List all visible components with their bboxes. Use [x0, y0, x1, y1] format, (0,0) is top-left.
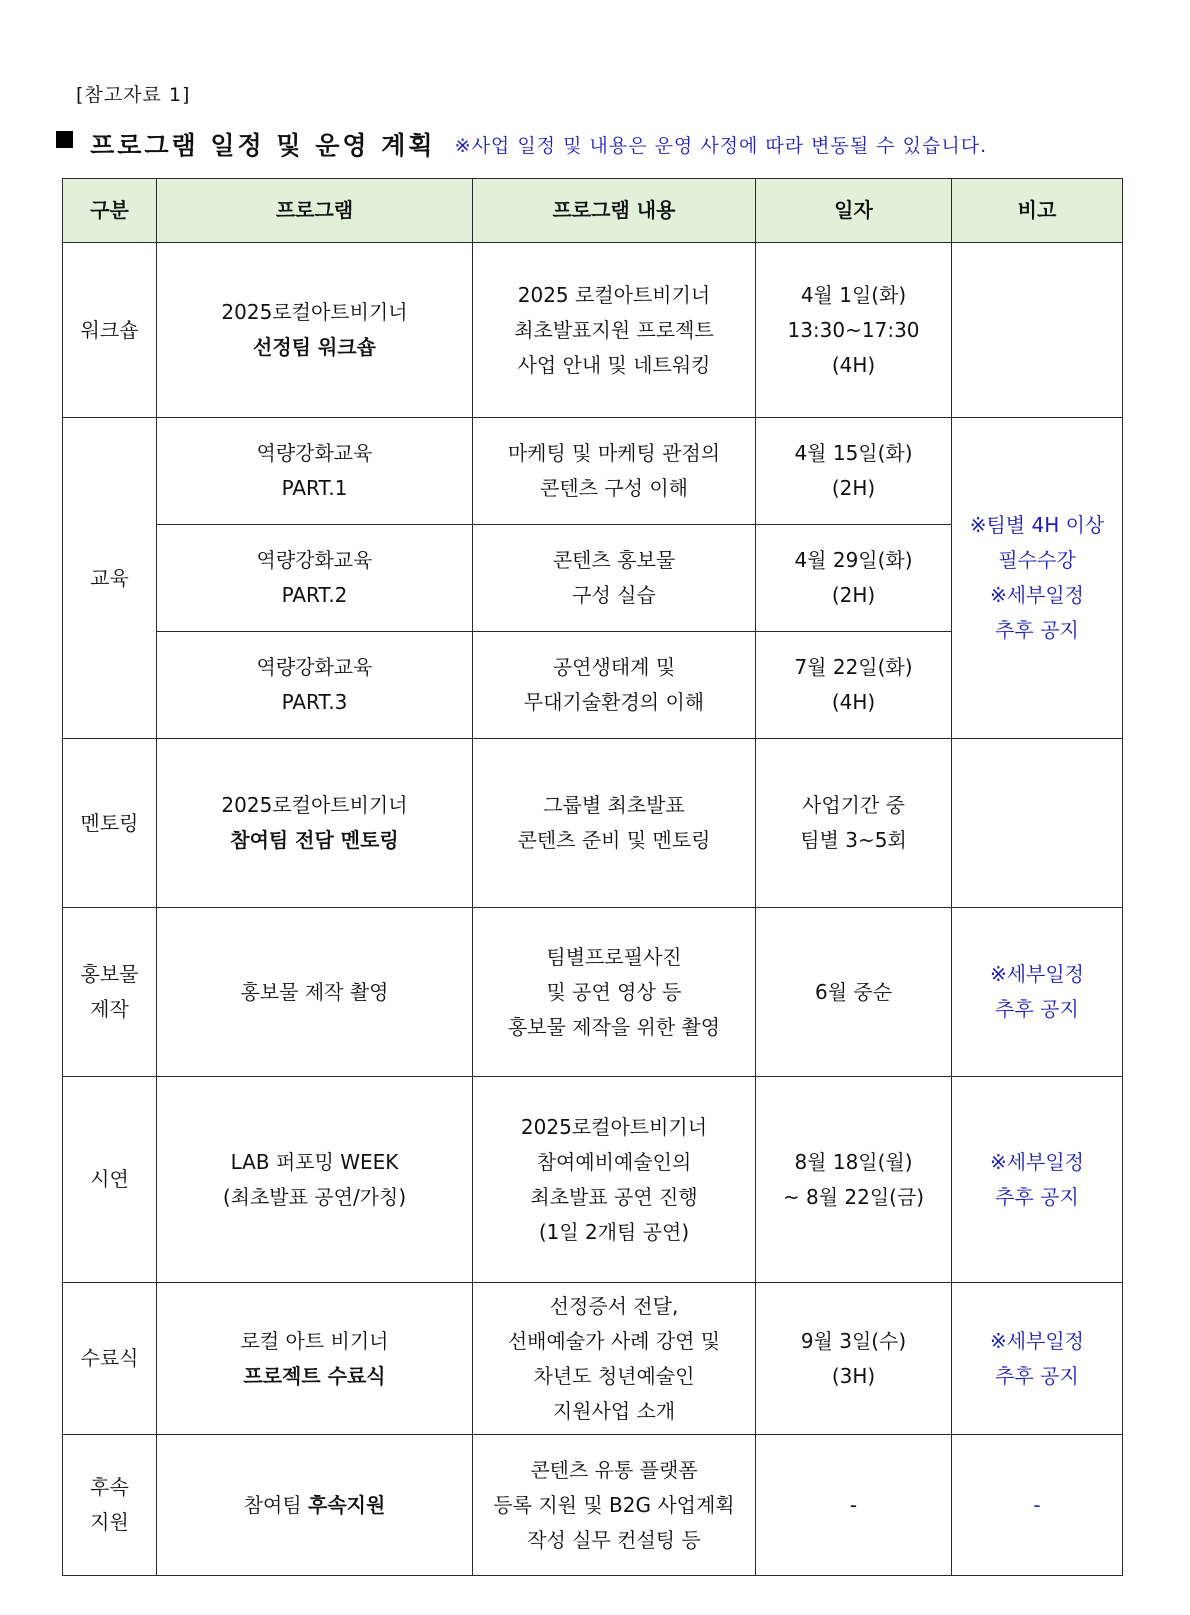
program-cell [157, 1077, 473, 1283]
header-program: 프로그램 [157, 179, 473, 243]
remark-cell [952, 1077, 1123, 1283]
date-cell: - [756, 1435, 952, 1576]
schedule-change-note: ※사업 일정 및 내용은 운영 사정에 따라 변동될 수 있습니다. [454, 134, 988, 157]
remark-cell [952, 243, 1123, 418]
content-line: 참여예비예술인의 [536, 1149, 692, 1174]
program-cell [157, 525, 473, 632]
category-line: 제작 [90, 997, 129, 1021]
program-bold: 후속지원 [308, 1492, 386, 1517]
category-cell: 교육 [63, 418, 157, 739]
content-line: 구성 실습 [572, 583, 656, 607]
date-cell [756, 1077, 952, 1283]
category-cell: 시연 [63, 1077, 157, 1283]
content-line: 및 공연 영상 등 [546, 979, 682, 1004]
remark-line: ※세부일정 [989, 1149, 1085, 1174]
date-line: 사업기간 중 [802, 793, 905, 817]
date-line: (2H) [831, 583, 876, 607]
category-cell [63, 908, 157, 1077]
table-row-promo [63, 908, 1123, 1077]
remark-cell [952, 739, 1123, 908]
date-cell [756, 632, 952, 739]
content-cell [473, 525, 756, 632]
date-line: (4H) [831, 690, 876, 714]
program-line: PART.1 [281, 476, 348, 500]
content-line: 마케팅 및 마케팅 관점의 [507, 441, 721, 465]
content-line: 작성 실무 컨설팅 등 [527, 1527, 701, 1552]
program-line: 역량강화교육 [256, 441, 373, 465]
date-line: 팀별 3~5회 [800, 828, 907, 852]
header-program-content: 프로그램 내용 [473, 179, 756, 243]
content-cell [473, 1077, 756, 1283]
remark-line: 필수수강 [998, 548, 1076, 572]
remark-cell: - [952, 1435, 1123, 1576]
remark-line: ※세부일정 [989, 1328, 1085, 1353]
date-cell [756, 739, 952, 908]
program-cell [157, 243, 473, 418]
program-line: LAB 퍼포밍 WEEK [230, 1149, 399, 1174]
content-line: 등록 지원 및 B2G 사업계획 [493, 1492, 735, 1517]
program-line: 2025로컬아트비기너 [221, 300, 408, 324]
content-cell [473, 908, 756, 1077]
table-row-followup [63, 1435, 1123, 1576]
content-cell [473, 739, 756, 908]
content-cell [473, 243, 756, 418]
program-line-bold: 프로젝트 수료식 [243, 1363, 386, 1388]
category-line: 지원 [90, 1510, 129, 1534]
program-cell [157, 632, 473, 739]
program-cell: 홍보물 제작 촬영 [157, 908, 473, 1077]
remark-line: ※팀별 4H 이상 [969, 513, 1105, 537]
reference-label: [참고자료 1] [76, 84, 191, 106]
content-line: 콘텐츠 유통 플랫폼 [530, 1457, 698, 1482]
category-cell: 워크숍 [63, 243, 157, 418]
content-line: 팀별프로필사진 [546, 944, 682, 969]
program-line: 2025로컬아트비기너 [221, 793, 408, 817]
date-cell [756, 243, 952, 418]
program-cell [157, 1435, 473, 1576]
content-line: 콘텐츠 구성 이해 [540, 476, 688, 500]
content-line: 선배예술가 사례 강연 및 [507, 1328, 721, 1353]
date-line: 8월 18일(월) [794, 1149, 913, 1174]
program-line: 역량강화교육 [256, 655, 373, 679]
content-line: 무대기술환경의 이해 [523, 690, 705, 714]
date-line: (3H) [831, 1363, 876, 1388]
content-line: 콘텐츠 홍보물 [552, 548, 676, 572]
content-line: 사업 안내 및 네트워킹 [517, 352, 711, 377]
date-line: (4H) [831, 352, 876, 377]
table-row-workshop [63, 243, 1123, 418]
program-line: 로컬 아트 비기너 [240, 1328, 389, 1353]
section-title: 프로그램 일정 및 운영 계획 [90, 131, 436, 160]
remark-line: ※세부일정 [989, 583, 1085, 607]
table-row-showcase [63, 1077, 1123, 1283]
section-title-row [56, 126, 987, 162]
category-cell [63, 1435, 157, 1576]
remark-line: 추후 공지 [995, 618, 1079, 642]
category-line: 홍보물 [80, 962, 139, 986]
program-schedule-table [62, 178, 1123, 1576]
date-line: 7월 22일(화) [794, 655, 913, 679]
remark-line: ※세부일정 [989, 962, 1085, 986]
content-line: 2025 로컬아트비기너 [517, 282, 711, 307]
remark-cell [952, 908, 1123, 1077]
date-cell [756, 418, 952, 525]
program-cell [157, 418, 473, 525]
content-line: 공연생태계 및 [552, 655, 676, 679]
date-cell: 6월 중순 [756, 908, 952, 1077]
date-line: ~ 8월 22일(금) [782, 1184, 925, 1209]
remark-cell [952, 1283, 1123, 1435]
header-date: 일자 [756, 179, 952, 243]
content-cell [473, 1435, 756, 1576]
category-line: 후속 [90, 1475, 129, 1499]
content-cell [473, 1283, 756, 1435]
content-cell [473, 632, 756, 739]
content-line: 2025로컬아트비기너 [520, 1114, 708, 1139]
content-line: 선정증서 전달, [549, 1293, 679, 1318]
table-row-completion [63, 1283, 1123, 1435]
remark-line: 추후 공지 [995, 1184, 1079, 1209]
program-prefix: 참여팀 [243, 1492, 309, 1517]
date-cell [756, 1283, 952, 1435]
program-cell [157, 1283, 473, 1435]
content-line: 최초발표지원 프로젝트 [514, 317, 714, 342]
program-line-bold: 참여팀 전담 멘토링 [230, 828, 399, 852]
date-line: 13:30~17:30 [787, 317, 920, 342]
content-line: 차년도 청년예술인 [533, 1363, 695, 1388]
date-cell [756, 525, 952, 632]
content-line: 콘텐츠 준비 및 멘토링 [517, 828, 711, 852]
category-cell: 멘토링 [63, 739, 157, 908]
program-line: (최초발표 공연/가칭) [222, 1184, 407, 1209]
remark-cell [952, 418, 1123, 739]
table-row-mentoring [63, 739, 1123, 908]
date-line: 4월 1일(화) [800, 282, 907, 307]
program-line: PART.3 [281, 690, 348, 714]
category-cell: 수료식 [63, 1283, 157, 1435]
date-line: 9월 3일(수) [800, 1328, 907, 1353]
remark-line: 추후 공지 [995, 1363, 1079, 1388]
program-line-bold: 선정팀 워크숍 [253, 335, 376, 359]
content-line: (1일 2개팀 공연) [538, 1219, 690, 1244]
bullet-square-icon [56, 131, 73, 148]
program-cell [157, 739, 473, 908]
content-line: 홍보물 제작을 위한 촬영 [507, 1014, 721, 1039]
program-line: PART.2 [281, 583, 348, 607]
header-category: 구분 [63, 179, 157, 243]
table-row-education-part1 [63, 418, 1123, 525]
date-line: (2H) [831, 476, 876, 500]
content-cell [473, 418, 756, 525]
content-line: 최초발표 공연 진행 [530, 1184, 698, 1209]
content-line: 지원사업 소개 [552, 1398, 676, 1423]
date-line: 4월 15일(화) [794, 441, 913, 465]
table-header-row [63, 179, 1123, 243]
program-line: 역량강화교육 [256, 548, 373, 572]
content-line: 그룹별 최초발표 [543, 793, 685, 817]
date-line: 4월 29일(화) [794, 548, 913, 572]
header-remark: 비고 [952, 179, 1123, 243]
remark-line: 추후 공지 [995, 997, 1079, 1021]
